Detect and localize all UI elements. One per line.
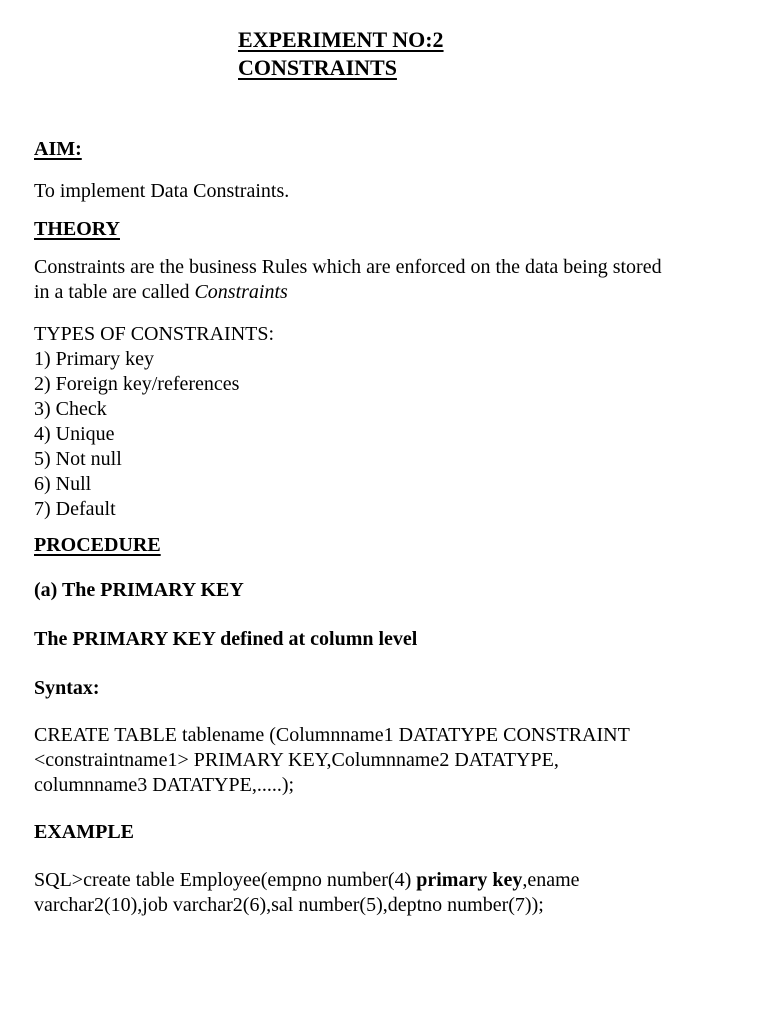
list-item: 1) Primary key — [34, 348, 154, 370]
theory-heading: THEORY — [34, 218, 120, 240]
theory-line-2-italic: Constraints — [194, 281, 288, 303]
example-line-1 — [34, 868, 734, 893]
aim-heading: AIM: — [34, 138, 82, 160]
example-line-1-bold: primary key — [416, 869, 523, 891]
list-item: 6) Null — [34, 473, 92, 495]
list-item: 2) Foreign key/references — [34, 373, 240, 395]
primary-key-subheading: (a) The PRIMARY KEY — [34, 579, 244, 601]
experiment-title: EXPERIMENT NO:2 — [238, 27, 444, 52]
document-body — [34, 136, 734, 918]
syntax-block — [34, 723, 734, 798]
list-item: 7) Default — [34, 498, 116, 520]
example-line-1-prefix: SQL>create table Employee(empno number(4) — [34, 869, 417, 891]
list-item: 3) Check — [34, 398, 107, 420]
syntax-line: CREATE TABLE tablename (Columnname1 DATATYPE CONSTRAINT — [34, 724, 630, 746]
types-of-constraints — [34, 322, 734, 522]
list-item: 4) Unique — [34, 423, 115, 445]
example-label: EXAMPLE — [34, 821, 134, 843]
types-heading: TYPES OF CONSTRAINTS: — [34, 323, 275, 345]
procedure-heading: PROCEDURE — [34, 534, 161, 556]
theory-line-2-prefix: in a table are called — [34, 281, 195, 303]
syntax-line: <constraintname1> PRIMARY KEY,Columnname2 DATATYPE, — [34, 749, 559, 771]
syntax-label: Syntax: — [34, 677, 100, 699]
list-item: 5) Not null — [34, 448, 122, 470]
theory-paragraph — [34, 255, 734, 305]
aim-text: To implement Data Constraints. — [34, 180, 290, 202]
column-level-heading: The PRIMARY KEY defined at column level — [34, 628, 418, 650]
experiment-subtitle: CONSTRAINTS — [238, 55, 397, 80]
title-block — [238, 26, 444, 82]
example-line-1-suffix: ,ename — [522, 869, 580, 891]
theory-line-2 — [34, 280, 734, 305]
syntax-line: columnname3 DATATYPE,.....); — [34, 774, 295, 796]
example-line-2: varchar2(10),job varchar2(6),sal number(5),deptno number(7)); — [34, 894, 544, 916]
example-block — [34, 868, 734, 918]
theory-line-1: Constraints are the business Rules which are enforced on the data being stored — [34, 256, 662, 278]
